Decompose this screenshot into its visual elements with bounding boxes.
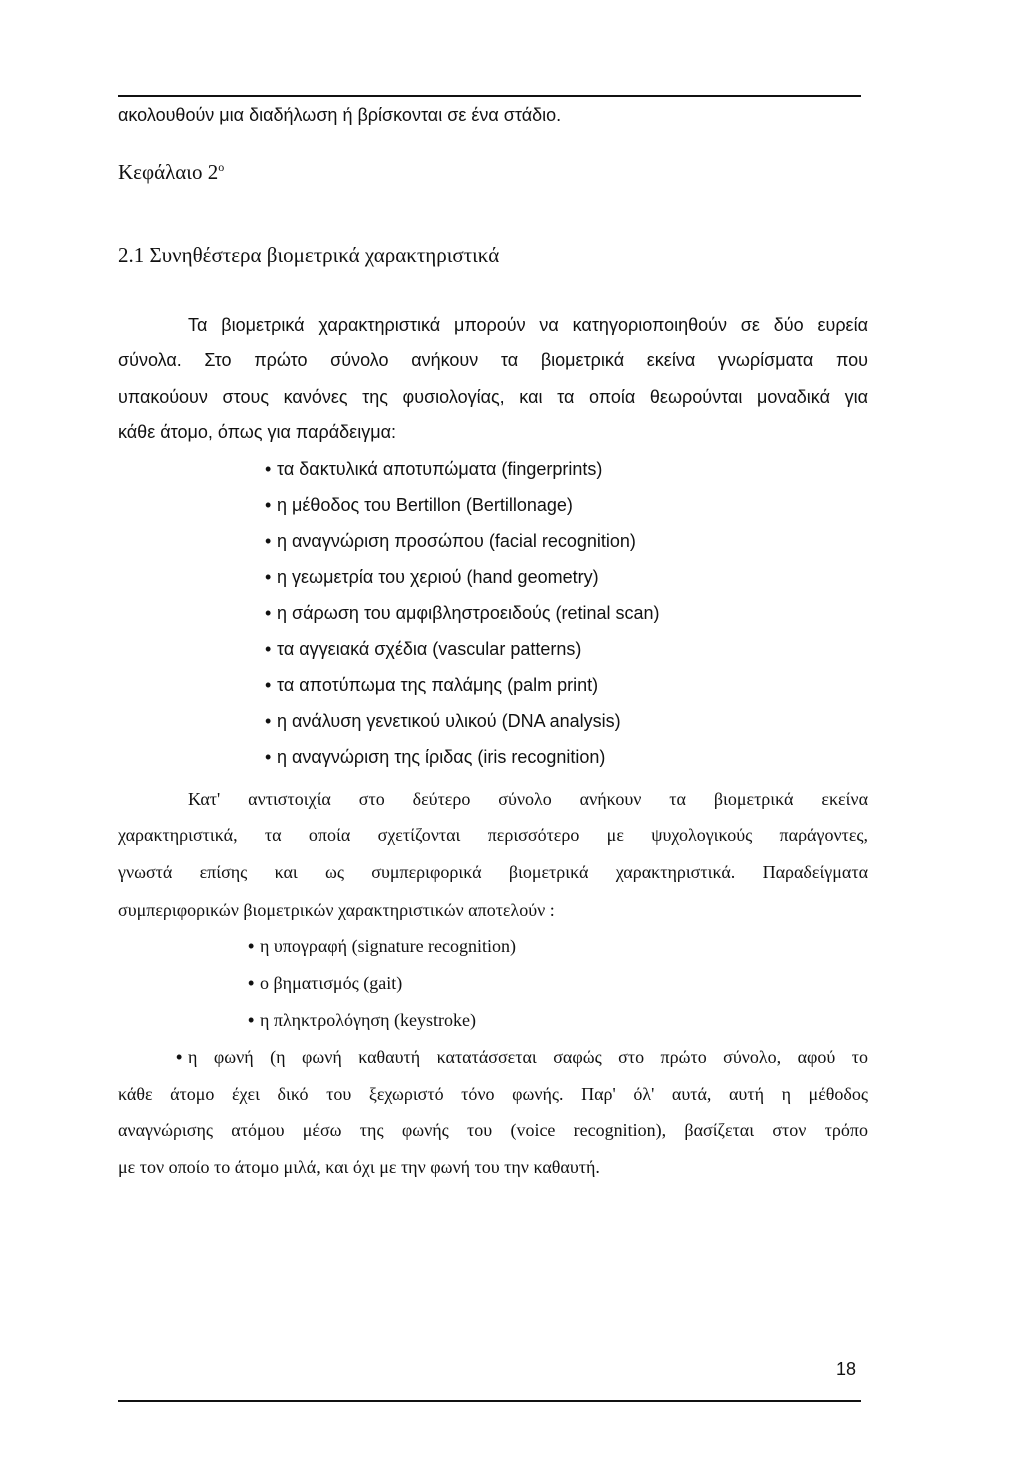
- list-item: • η πληκτρολόγηση (keystroke): [248, 1009, 476, 1031]
- list-item: • η αναγνώριση προσώπου (facial recognition): [265, 530, 636, 552]
- section-title: 2.1 Συνηθέστερα βιομετρικά χαρακτηριστικά: [118, 243, 500, 267]
- voice-paragraph-line-2: κάθε άτομο έχει δικό του ξεχωριστό τόνο φωνής. Παρ' όλ' αυτά, αυτή η μέθοδος: [118, 1084, 868, 1104]
- voice-paragraph-line-4: με τον οποίο το άτομο μιλά, και όχι με την φωνή του την καθαυτή.: [118, 1157, 600, 1177]
- list-item: • η αναγνώριση της ίριδας (iris recognition): [265, 746, 605, 768]
- footer-rule: [118, 1400, 861, 1402]
- list-item: • ο βηματισμός (gait): [248, 972, 402, 994]
- paragraph2-line-1: Κατ' αντιστοιχία στο δεύτερο σύνολο ανήκουν τα βιομετρικά εκείνα: [188, 789, 868, 809]
- voice-paragraph-line-3: αναγνώρισης ατόμου μέσω της φωνής του (voice recognition), βασίζεται στον τρόπο: [118, 1120, 868, 1140]
- voice-paragraph-line-1: • η φωνή (η φωνή καθαυτή κατατάσσεται σαφώς στο πρώτο σύνολο, αφού το: [176, 1046, 868, 1068]
- list-item: • η ανάλυση γενετικού υλικού (DNA analysis): [265, 710, 621, 732]
- header-rule: [118, 95, 861, 97]
- chapter-superscript: ο: [218, 160, 225, 174]
- list-item: • η σάρωση του αμφιβληστροειδούς (retinal scan): [265, 602, 660, 624]
- list-item: • τα δακτυλικά αποτυπώματα (fingerprints): [265, 458, 602, 480]
- list-item: • η υπογραφή (signature recognition): [248, 935, 516, 957]
- chapter-title-text: Κεφάλαιο 2: [118, 160, 219, 184]
- paragraph1-line-3: υπακούουν στους κανόνες της φυσιολογίας, και τα οποία θεωρούνται μοναδικά για: [118, 387, 868, 407]
- list-item: • τα αποτύπωμα της παλάμης (palm print): [265, 674, 598, 696]
- paragraph1-line-4: κάθε άτομο, όπως για παράδειγμα:: [118, 422, 396, 442]
- chapter-title: [118, 156, 224, 183]
- page-number: 18: [836, 1359, 857, 1379]
- paragraph2-line-3: γνωστά επίσης και ως συμπεριφορικά βιομετρικά χαρακτηριστικά. Παραδείγματα: [118, 862, 868, 882]
- list-item: • η μέθοδος του Bertillon (Bertillonage): [265, 494, 573, 516]
- paragraph2-line-2: χαρακτηριστικά, τα οποία σχετίζονται περισσότερο με ψυχολογικούς παράγοντες,: [118, 825, 868, 845]
- paragraph1-line-1: Τα βιομετρικά χαρακτηριστικά μπορούν να κατηγοριοποιηθούν σε δύο ευρεία: [188, 315, 868, 335]
- intro-line: ακολουθούν μια διαδήλωση ή βρίσκονται σε ένα στάδιο.: [118, 105, 562, 125]
- paragraph2-line-4: συμπεριφορικών βιομετρικών χαρακτηριστικών αποτελούν :: [118, 900, 555, 920]
- paragraph1-line-2: σύνολα. Στο πρώτο σύνολο ανήκουν τα βιομετρικά εκείνα γνωρίσματα που: [118, 350, 868, 370]
- list-item: • τα αγγειακά σχέδια (vascular patterns): [265, 638, 581, 660]
- list-item: • η γεωμετρία του χεριού (hand geometry): [265, 566, 599, 588]
